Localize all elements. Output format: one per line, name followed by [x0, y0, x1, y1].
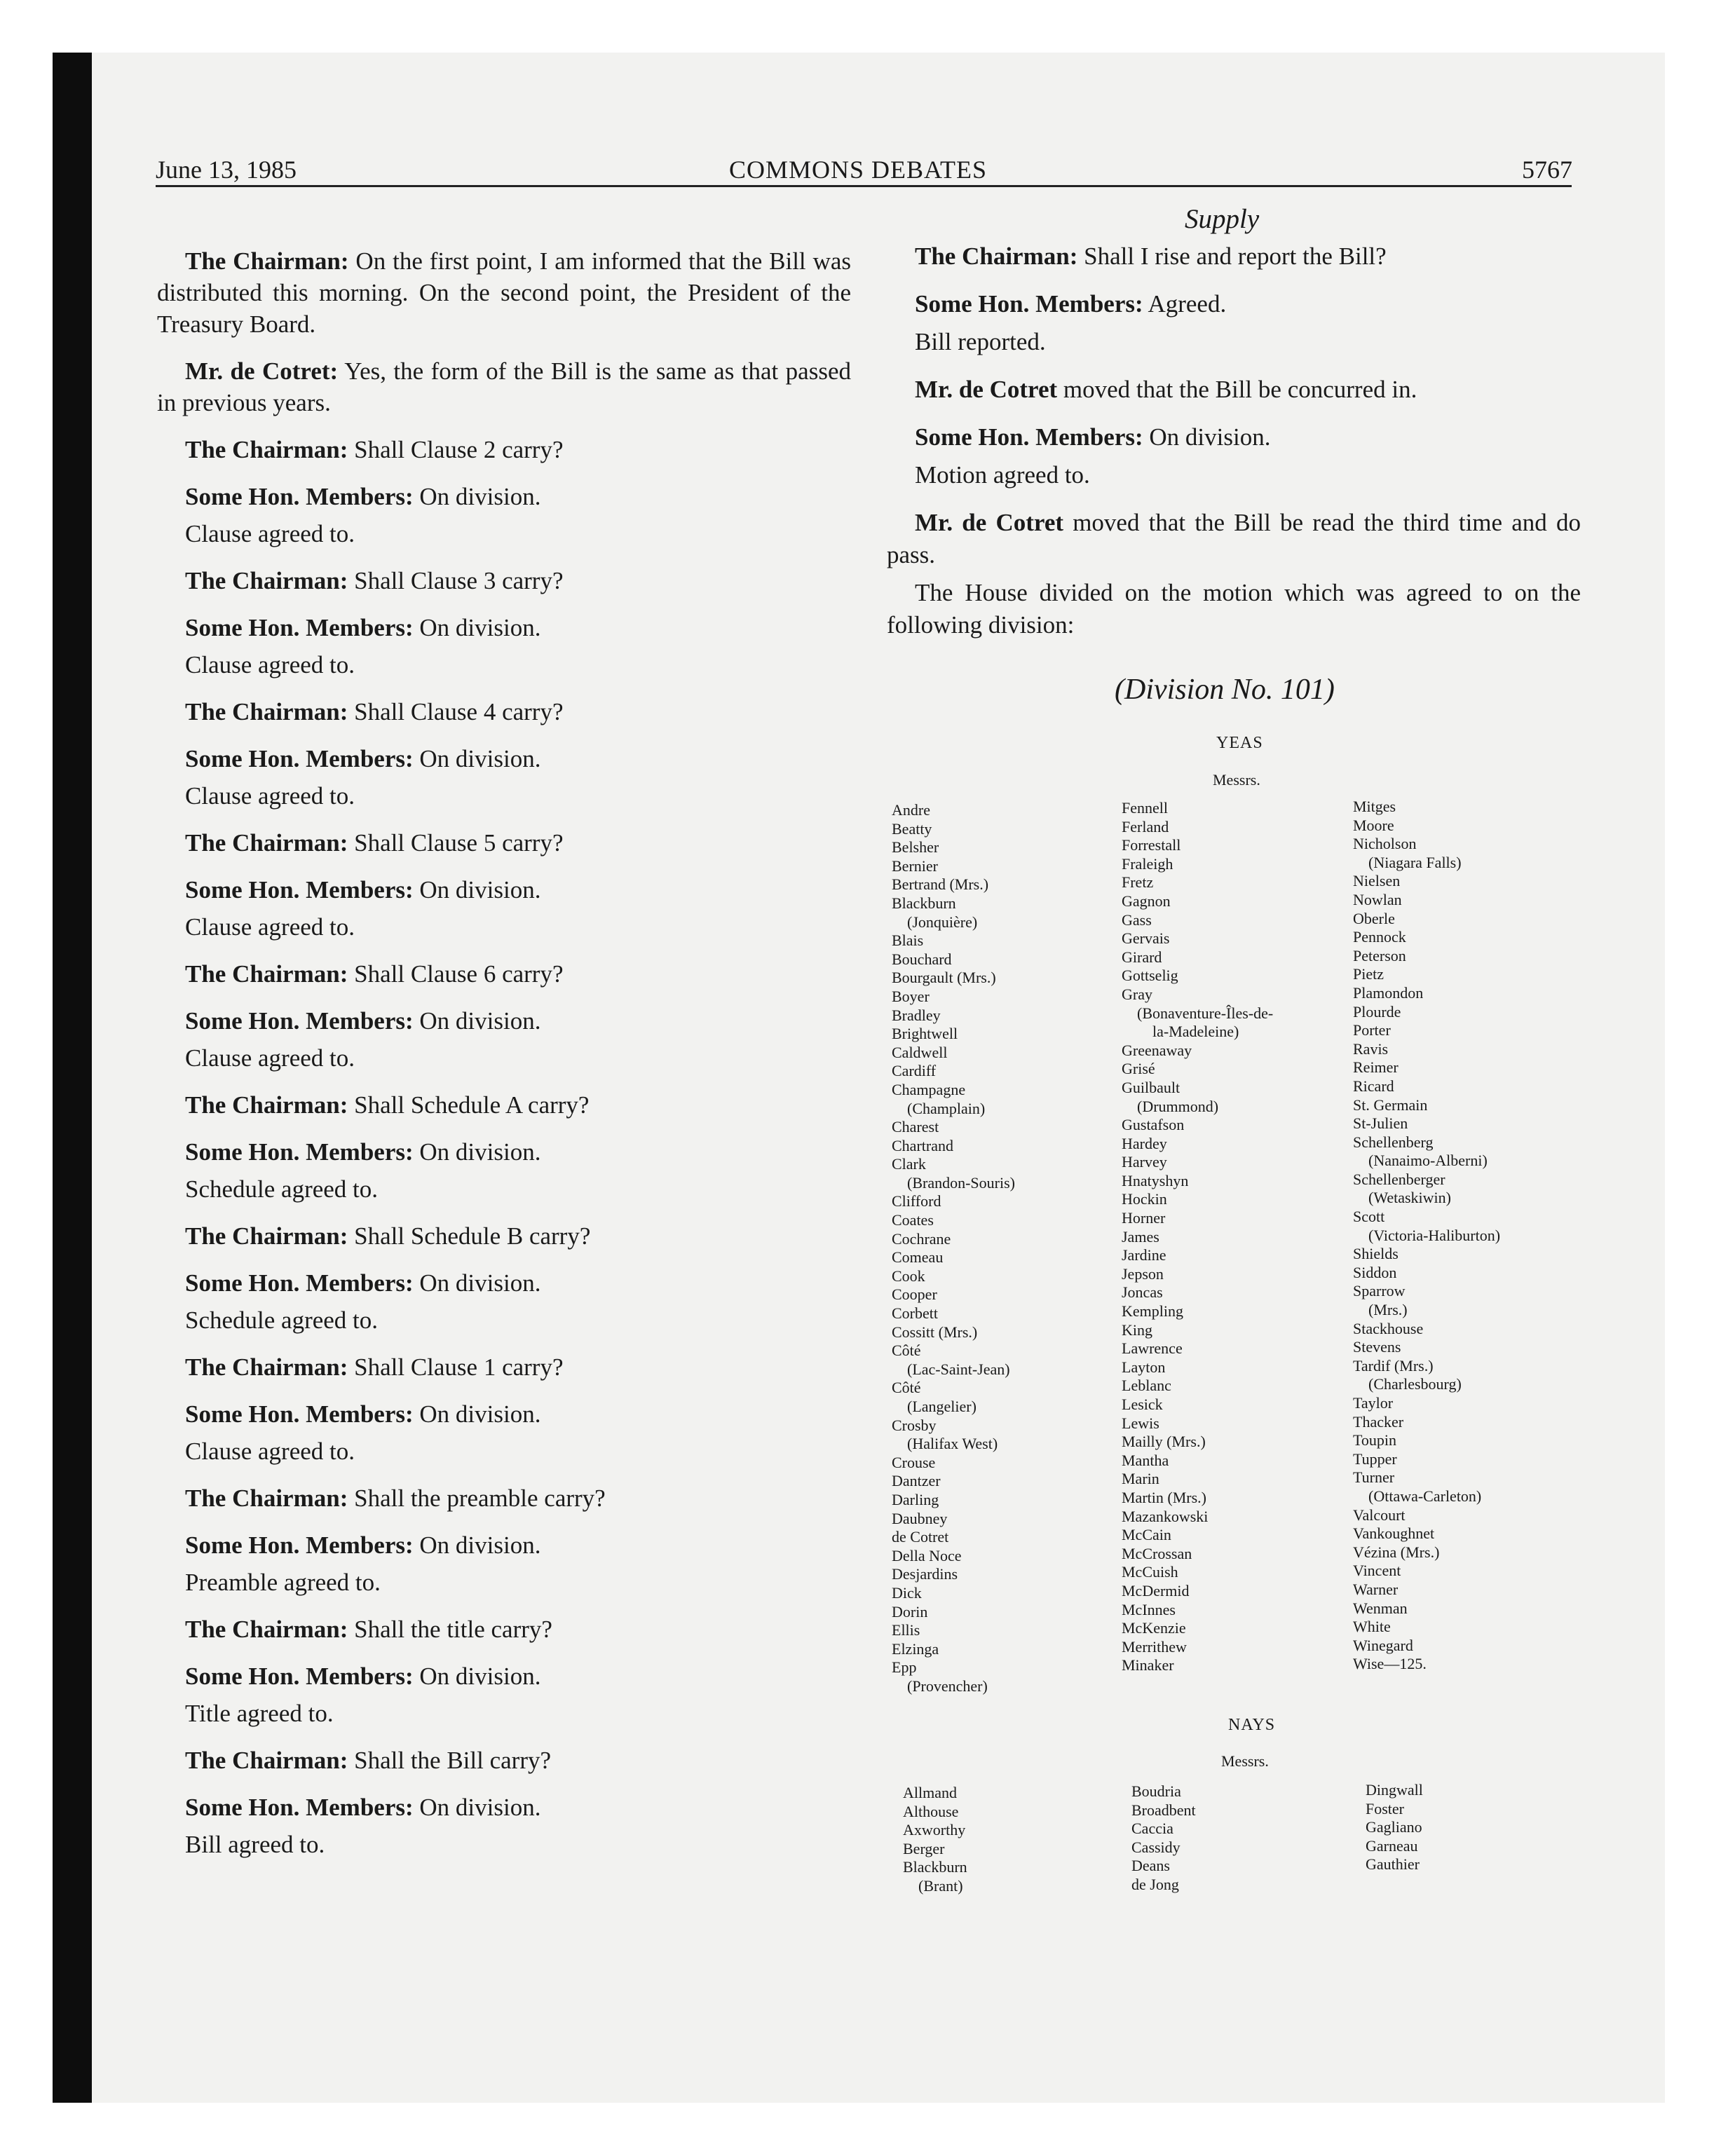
member-name: Kempling	[1122, 1302, 1183, 1321]
member-name: de Cotret	[892, 1528, 949, 1546]
debate-paragraph	[157, 355, 851, 418]
member-name: Nielsen	[1353, 872, 1401, 890]
member-name: Greenaway	[1122, 1041, 1192, 1059]
speaker-name: The Chairman:	[185, 698, 348, 725]
debate-paragraph	[157, 245, 851, 340]
member-name: (Halifax West)	[892, 1435, 998, 1453]
member-name: Cossitt (Mrs.)	[892, 1323, 978, 1341]
debate-paragraph	[157, 1482, 851, 1514]
debate-paragraph	[157, 696, 851, 728]
member-name: (Wetaskiwin)	[1353, 1189, 1451, 1207]
speaker-name: The Chairman:	[185, 436, 348, 463]
member-name: Della Noce	[892, 1546, 962, 1564]
member-name: Desjardins	[892, 1565, 958, 1583]
member-name: Taylor	[1353, 1394, 1394, 1412]
member-name: (Brant)	[903, 1876, 963, 1895]
nays-column-2	[1131, 1782, 1196, 1895]
paragraph-text: Schedule agreed to.	[185, 1306, 379, 1334]
member-name: Bernier	[892, 857, 938, 875]
member-name: Guilbault	[1122, 1078, 1181, 1096]
member-name: McKenzie	[1122, 1619, 1186, 1637]
member-name: Fennell	[1122, 799, 1168, 817]
paragraph-text: Shall the preamble carry?	[348, 1485, 606, 1512]
speaker-name: Some Hon. Members:	[185, 614, 414, 641]
member-name: (Charlesbourg)	[1353, 1375, 1462, 1393]
member-name: Scott	[1353, 1208, 1385, 1226]
member-name: Stackhouse	[1353, 1319, 1424, 1337]
member-name: Vankoughnet	[1353, 1524, 1435, 1543]
member-name: White	[1353, 1618, 1391, 1636]
speaker-name: Some Hon. Members:	[915, 290, 1143, 318]
debate-paragraph	[157, 743, 851, 775]
member-name: Hardey	[1122, 1134, 1167, 1152]
member-name: Wenman	[1353, 1599, 1408, 1617]
member-name: Bouchard	[892, 950, 952, 968]
member-name: Nowlan	[1353, 890, 1402, 908]
speaker-name: Some Hon. Members:	[185, 1531, 414, 1559]
member-name: Plamondon	[1353, 983, 1424, 1002]
debate-paragraph	[157, 1435, 851, 1467]
member-name: Schellenberger	[1353, 1170, 1445, 1188]
member-name: Gagnon	[1122, 892, 1171, 910]
paragraph-text: Clause agreed to.	[185, 520, 355, 547]
member-name: Harvey	[1122, 1153, 1167, 1171]
member-name: Blais	[892, 932, 924, 950]
member-name: Foster	[1366, 1799, 1404, 1817]
paragraph-text: Bill reported.	[915, 328, 1046, 355]
debate-paragraph	[157, 1220, 851, 1252]
debate-paragraph	[157, 1529, 851, 1561]
member-name: Lewis	[1122, 1414, 1159, 1432]
speaker-name: Some Hon. Members:	[185, 1663, 414, 1690]
member-name: (Mrs.)	[1353, 1301, 1408, 1319]
debate-paragraph	[157, 1745, 851, 1776]
member-name: Siddon	[1353, 1263, 1397, 1281]
member-name: Fraleigh	[1122, 854, 1173, 873]
member-name: la-Madeleine)	[1122, 1023, 1239, 1041]
speaker-name: The Chairman:	[185, 1485, 348, 1512]
member-name: Côté	[892, 1379, 921, 1397]
member-name: Moore	[1353, 816, 1394, 834]
member-name: McDermid	[1122, 1581, 1190, 1599]
member-name: Lawrence	[1122, 1339, 1183, 1358]
debate-paragraph	[887, 421, 1581, 453]
debate-paragraph	[157, 1398, 851, 1430]
paragraph-text: Clause agreed to.	[185, 1044, 355, 1072]
member-name: (Niagara Falls)	[1353, 853, 1462, 871]
speaker-name: Some Hon. Members:	[915, 423, 1143, 451]
speaker-name: Some Hon. Members:	[185, 1007, 414, 1035]
paragraph-text: Shall I rise and report the Bill?	[1077, 243, 1387, 270]
member-name: Comeau	[892, 1248, 944, 1267]
member-name: Broadbent	[1131, 1801, 1196, 1819]
member-name: McCrossan	[1122, 1544, 1192, 1562]
debate-paragraph	[157, 1698, 851, 1729]
paragraph-text: On division.	[413, 614, 541, 641]
speaker-name: The Chairman:	[185, 1353, 348, 1381]
paragraph-text: On division.	[413, 876, 541, 903]
member-name: Gauthier	[1366, 1855, 1420, 1874]
yeas-messrs: Messrs.	[1213, 771, 1260, 789]
paragraph-text: On division.	[413, 1138, 541, 1166]
member-name: Cardiff	[892, 1062, 937, 1080]
member-name: Epp	[892, 1658, 917, 1677]
member-name: Winegard	[1353, 1636, 1413, 1654]
member-name: Minaker	[1122, 1656, 1174, 1674]
speaker-name: Mr. de Cotret	[915, 509, 1064, 536]
member-name: Cooper	[892, 1285, 937, 1304]
member-name: (Bonaventure-Îles-de-	[1122, 1004, 1274, 1022]
page-number: 5767	[1522, 156, 1572, 184]
member-name: Joncas	[1122, 1283, 1163, 1302]
member-name: Côté	[892, 1342, 921, 1360]
member-name: Porter	[1353, 1021, 1391, 1039]
header-date: June 13, 1985	[156, 156, 297, 184]
header-rule	[156, 185, 1572, 187]
paragraph-text: Motion agreed to.	[915, 461, 1090, 489]
speaker-name: Mr. de Cotret:	[185, 357, 339, 385]
paragraph-text: Shall Clause 1 carry?	[348, 1353, 564, 1381]
member-name: Mitges	[1353, 798, 1396, 815]
paragraph-text: Shall Schedule B carry?	[348, 1222, 591, 1250]
paragraph-text: Shall Clause 6 carry?	[348, 960, 564, 988]
member-name: Blackburn	[903, 1858, 967, 1876]
speaker-name: The Chairman:	[185, 567, 348, 594]
member-name: Turner	[1353, 1468, 1395, 1487]
member-name: Elzinga	[892, 1639, 939, 1658]
member-name: Charest	[892, 1118, 939, 1136]
debate-paragraph	[887, 240, 1581, 273]
debate-paragraph	[157, 1173, 851, 1205]
member-name: Andre	[892, 801, 930, 819]
member-name: Mailly (Mrs.)	[1122, 1433, 1206, 1451]
debate-paragraph	[157, 1304, 851, 1336]
yeas-column-2	[1122, 799, 1273, 1675]
debate-paragraph	[157, 1660, 851, 1692]
debate-paragraph	[157, 780, 851, 812]
member-name: Dantzer	[892, 1472, 941, 1490]
member-name: James	[1122, 1227, 1159, 1246]
debate-paragraph	[157, 958, 851, 990]
paragraph-text: Yes, the form of the Bill is the same as that passed in previous years.	[157, 357, 851, 416]
member-name: St-Julien	[1353, 1114, 1408, 1133]
member-name: McCain	[1122, 1526, 1171, 1544]
member-name: Plourde	[1353, 1002, 1401, 1021]
speaker-name: The Chairman:	[185, 247, 349, 275]
paragraph-text: On the first point, I am informed that the Bill was distributed this morning. On the second point, the President of the Treasury Board.	[157, 247, 851, 338]
speaker-name: Some Hon. Members:	[185, 1138, 414, 1166]
member-name: Pietz	[1353, 965, 1384, 983]
member-name: Allmand	[903, 1784, 957, 1801]
debate-paragraph	[887, 288, 1581, 320]
member-name: Bradley	[892, 1006, 941, 1024]
header-title: COMMONS DEBATES	[729, 156, 988, 184]
member-name: Champagne	[892, 1080, 966, 1098]
debate-paragraph	[157, 434, 851, 465]
member-name: Belsher	[892, 838, 939, 857]
nays-column-3	[1366, 1781, 1423, 1874]
paragraph-text: Shall Clause 3 carry?	[348, 567, 564, 594]
member-name: Mantha	[1122, 1451, 1169, 1469]
member-name: Brightwell	[892, 1025, 958, 1043]
member-name: Reimer	[1353, 1058, 1399, 1077]
member-name: Merrithew	[1122, 1637, 1187, 1656]
member-name: Layton	[1122, 1358, 1166, 1376]
paragraph-text: On division.	[413, 1400, 541, 1428]
member-name: Girard	[1122, 948, 1162, 966]
nays-column-1	[903, 1784, 967, 1896]
speaker-name: The Chairman:	[185, 960, 348, 988]
member-name: Martin (Mrs.)	[1122, 1488, 1206, 1506]
speaker-name: The Chairman:	[185, 1747, 348, 1774]
member-name: Althouse	[903, 1802, 959, 1820]
member-name: Dick	[892, 1583, 922, 1602]
paragraph-text: Shall Schedule A carry?	[348, 1091, 590, 1119]
member-name: de Jong	[1131, 1875, 1179, 1893]
member-name: Hockin	[1122, 1190, 1167, 1208]
paragraph-text: Clause agreed to.	[185, 651, 355, 678]
debate-paragraph	[157, 874, 851, 906]
debate-paragraph	[157, 1267, 851, 1299]
paragraph-text: The House divided on the motion which was agreed to on the following division:	[887, 579, 1581, 639]
member-name: Chartrand	[892, 1136, 953, 1154]
member-name: Cook	[892, 1267, 925, 1285]
member-name: Daubney	[892, 1509, 948, 1527]
member-name: Marin	[1122, 1470, 1159, 1488]
member-name: Boudria	[1131, 1782, 1181, 1800]
debate-paragraph	[157, 1351, 851, 1383]
member-name: Darling	[892, 1490, 939, 1508]
member-name: Coates	[892, 1211, 934, 1229]
member-name: Jardine	[1122, 1246, 1166, 1264]
debate-paragraph	[157, 1136, 851, 1168]
paragraph-text: Shall Clause 4 carry?	[348, 698, 564, 725]
paragraph-text: Shall the Bill carry?	[348, 1747, 552, 1774]
member-name: Berger	[903, 1839, 945, 1857]
debate-paragraph	[157, 612, 851, 643]
member-name: Tupper	[1353, 1449, 1397, 1468]
member-name: Dorin	[892, 1602, 928, 1621]
member-name: Gervais	[1122, 929, 1170, 948]
member-name: Dingwall	[1366, 1781, 1423, 1799]
division-title: (Division No. 101)	[1115, 674, 1335, 706]
paragraph-text: On division.	[413, 745, 541, 772]
member-name: Lesick	[1122, 1396, 1163, 1413]
member-name: Caccia	[1131, 1820, 1173, 1838]
member-name: Beatty	[892, 819, 932, 838]
member-name: Mazankowski	[1122, 1507, 1209, 1525]
member-name: Vincent	[1353, 1562, 1401, 1580]
speaker-name: Some Hon. Members:	[185, 483, 414, 510]
speaker-name: Some Hon. Members:	[185, 1400, 414, 1428]
member-name: Bourgault (Mrs.)	[892, 969, 996, 987]
paragraph-text: moved that the Bill be read the third time and do pass.	[887, 509, 1581, 568]
left-column	[157, 245, 851, 1876]
member-name: Cochrane	[892, 1229, 951, 1248]
member-name: Shields	[1353, 1245, 1399, 1263]
member-name: Wise—125.	[1353, 1655, 1427, 1673]
member-name: Clifford	[892, 1192, 941, 1210]
member-name: Grisé	[1122, 1060, 1155, 1078]
debate-paragraph	[157, 827, 851, 859]
debate-paragraph	[157, 481, 851, 512]
paragraph-text: On division.	[1143, 423, 1271, 451]
member-name: (Ottawa-Carleton)	[1353, 1487, 1482, 1505]
paragraph-text: On division.	[413, 1269, 541, 1297]
member-name: Ricard	[1353, 1077, 1394, 1095]
member-name: Axworthy	[903, 1821, 966, 1839]
section-title: Supply	[1185, 204, 1260, 234]
debate-paragraph	[157, 1567, 851, 1598]
member-name: Ellis	[892, 1621, 920, 1639]
member-name: Gustafson	[1122, 1116, 1185, 1134]
member-name: Gray	[1122, 985, 1152, 1003]
speaker-name: Some Hon. Members:	[185, 876, 414, 903]
member-name: Bertrand (Mrs.)	[892, 875, 989, 894]
speaker-name: The Chairman:	[185, 1616, 348, 1643]
member-name: Toupin	[1353, 1431, 1397, 1449]
member-name: Peterson	[1353, 946, 1406, 964]
speaker-name: The Chairman:	[915, 243, 1078, 270]
debate-paragraph	[157, 518, 851, 550]
speaker-name: Some Hon. Members:	[185, 745, 414, 772]
member-name: Hnatyshyn	[1122, 1171, 1189, 1189]
debate-paragraph	[157, 1089, 851, 1121]
debate-paragraph	[887, 459, 1581, 491]
paragraph-text: On division.	[413, 1794, 541, 1821]
member-name: Pennock	[1353, 928, 1406, 946]
member-name: (Provencher)	[892, 1677, 988, 1695]
debate-paragraph	[157, 911, 851, 943]
member-name: Corbett	[892, 1304, 938, 1323]
member-name: (Victoria-Haliburton)	[1353, 1226, 1501, 1244]
speaker-name: Some Hon. Members:	[185, 1794, 414, 1821]
speaker-name: Some Hon. Members:	[185, 1269, 414, 1297]
paragraph-text: Agreed.	[1143, 290, 1227, 318]
yeas-column-1	[892, 801, 1015, 1696]
member-name: (Jonquière)	[892, 913, 978, 931]
paragraph-text: Clause agreed to.	[185, 1438, 355, 1465]
paragraph-text: On division.	[413, 1531, 541, 1559]
member-name: Leblanc	[1122, 1377, 1171, 1395]
paragraph-text: Preamble agreed to.	[185, 1569, 381, 1596]
paragraph-text: Clause agreed to.	[185, 782, 355, 810]
member-name: St. Germain	[1353, 1096, 1428, 1114]
member-name: Ferland	[1122, 817, 1169, 835]
member-name: Boyer	[892, 987, 930, 1005]
paragraph-text: On division.	[413, 483, 541, 510]
member-name: Warner	[1353, 1580, 1399, 1598]
paragraph-text: Clause agreed to.	[185, 913, 355, 941]
member-name: Ravis	[1353, 1039, 1389, 1058]
debate-paragraph	[157, 649, 851, 681]
debate-paragraph	[157, 1042, 851, 1074]
member-name: Crosby	[892, 1416, 937, 1434]
debate-paragraph	[887, 507, 1581, 571]
paragraph-text: Shall Clause 2 carry?	[348, 436, 564, 463]
member-name: Gagliano	[1366, 1818, 1422, 1836]
member-name: (Champlain)	[892, 1099, 986, 1117]
member-name: Jepson	[1122, 1264, 1164, 1283]
paragraph-text: Shall Clause 5 carry?	[348, 829, 564, 857]
member-name: McInnes	[1122, 1600, 1176, 1618]
paragraph-text: Shall the title carry?	[348, 1616, 552, 1643]
member-name: Horner	[1122, 1209, 1166, 1227]
debate-paragraph	[887, 374, 1581, 406]
member-name: Deans	[1131, 1857, 1170, 1875]
member-name: Fretz	[1122, 873, 1154, 892]
debate-paragraph	[157, 1829, 851, 1860]
member-name: McCuish	[1122, 1563, 1178, 1581]
member-name: (Drummond)	[1122, 1097, 1219, 1115]
member-name: Gottselig	[1122, 967, 1178, 985]
member-name: Stevens	[1353, 1338, 1401, 1356]
binding-shadow	[53, 53, 92, 2103]
yeas-column-3	[1353, 798, 1500, 1674]
debate-paragraph	[157, 1792, 851, 1823]
debate-paragraph	[887, 577, 1581, 641]
yeas-heading: YEAS	[1216, 734, 1263, 752]
member-name: (Nanaimo-Alberni)	[1353, 1152, 1488, 1170]
debate-paragraph	[157, 1005, 851, 1037]
member-name: Blackburn	[892, 894, 956, 912]
member-name: Vézina (Mrs.)	[1353, 1543, 1440, 1561]
member-name: Schellenberg	[1353, 1133, 1434, 1151]
member-name: Oberle	[1353, 909, 1395, 927]
right-column	[887, 240, 1581, 657]
paragraph-text: Title agreed to.	[185, 1700, 334, 1727]
member-name: Valcourt	[1353, 1506, 1406, 1524]
nays-messrs: Messrs.	[1221, 1752, 1269, 1770]
member-name: Garneau	[1366, 1836, 1418, 1855]
member-name: Nicholson	[1353, 835, 1417, 853]
member-name: Caldwell	[892, 1043, 948, 1061]
speaker-name: The Chairman:	[185, 829, 348, 857]
paragraph-text: On division.	[413, 1663, 541, 1690]
speaker-name: The Chairman:	[185, 1091, 348, 1119]
debate-paragraph	[157, 565, 851, 596]
paragraph-text: Bill agreed to.	[185, 1831, 325, 1858]
debate-paragraph	[887, 326, 1581, 358]
debate-paragraph	[157, 1613, 851, 1645]
member-name: Forrestall	[1122, 836, 1181, 854]
speaker-name: Mr. de Cotret	[915, 376, 1058, 403]
member-name: Sparrow	[1353, 1282, 1406, 1300]
member-name: Tardif (Mrs.)	[1353, 1356, 1434, 1374]
paragraph-text: On division.	[413, 1007, 541, 1035]
nays-heading: NAYS	[1228, 1716, 1276, 1734]
member-name: Clark	[892, 1155, 926, 1173]
member-name: (Langelier)	[892, 1398, 977, 1415]
speaker-name: The Chairman:	[185, 1222, 348, 1250]
paragraph-text: Schedule agreed to.	[185, 1175, 379, 1203]
member-name: King	[1122, 1321, 1152, 1339]
paragraph-text: moved that the Bill be concurred in.	[1057, 376, 1417, 403]
member-name: Thacker	[1353, 1412, 1404, 1431]
member-name: (Brandon-Souris)	[892, 1173, 1015, 1192]
member-name: Cassidy	[1131, 1838, 1181, 1856]
member-name: (Lac-Saint-Jean)	[892, 1360, 1010, 1378]
member-name: Gass	[1122, 910, 1152, 929]
member-name: Crouse	[892, 1453, 936, 1471]
